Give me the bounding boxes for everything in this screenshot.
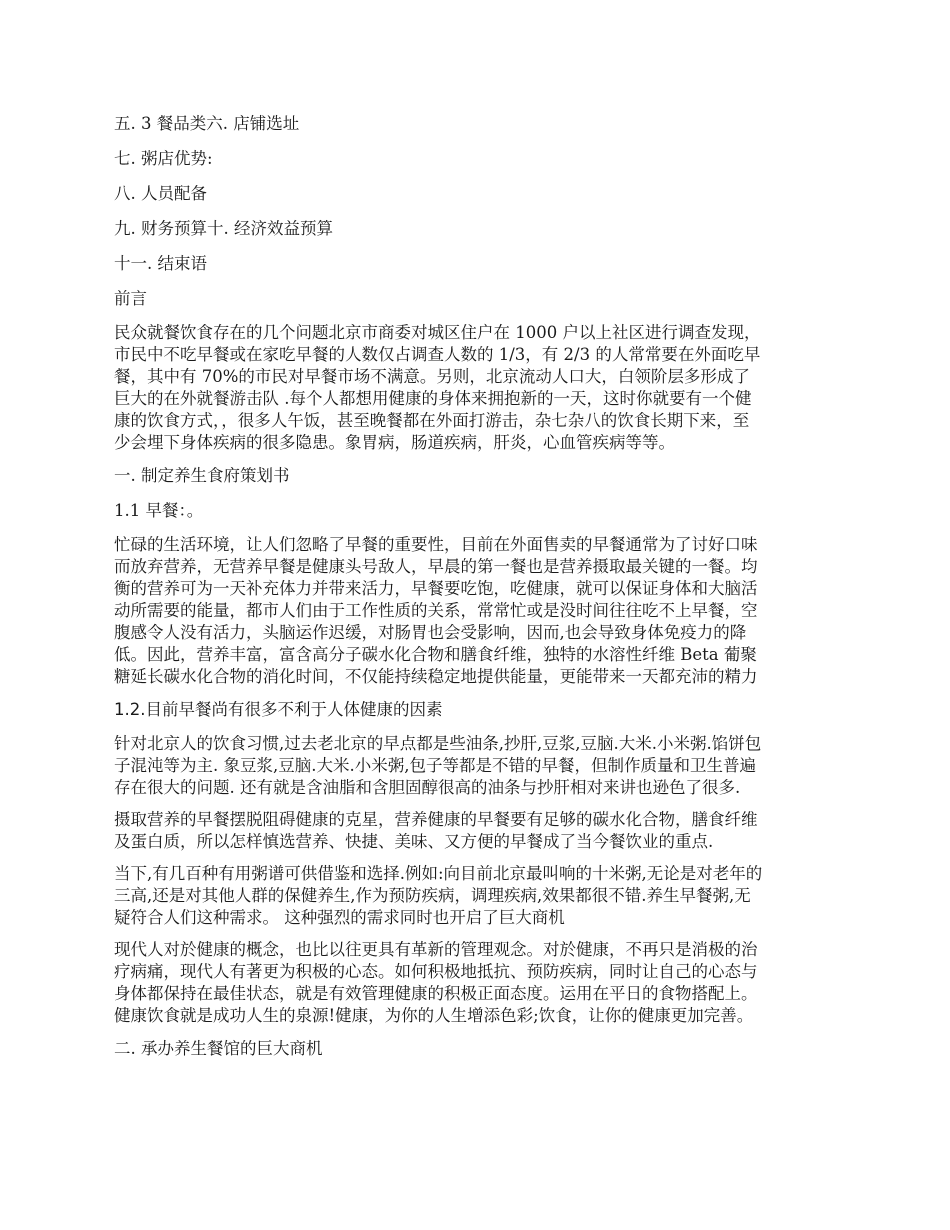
document-page: [114, 112, 840, 1072]
section-1-2-heading: 1.2.目前早餐尚有很多不利于人体健康的因素: [114, 700, 443, 719]
preface-heading: 前言: [114, 289, 147, 308]
section-1-1-heading: 1.1 早餐：。: [114, 501, 204, 520]
outline-item-7: 七. 粥店优势:: [114, 149, 213, 168]
section-1-heading: 一. 制定养生食府策划书: [114, 466, 290, 485]
section-1-2-paragraph-2: 摄取营养的早餐摆脱阻碍健康的克星，营养健康的早餐要有足够的碳水化合物，膳食纤维 及蛋白质，所以怎样慎选营养、快捷、美味、又方便的早餐成了当今餐饮业的重点.: [114, 810, 758, 851]
outline-item-5-6: 五. 3 餐品类六. 店铺选址: [114, 114, 300, 133]
outline-item-9-10: 九. 财务预算十. 经济效益预算: [114, 219, 333, 238]
preface-paragraph: 民众就餐饮食存在的几个问题北京市商委对城区住户在 1000 户以上社区进行调查发现， 市民中不吃早餐或在家吃早餐的人数仅占调查人数的 1/3，有 2/3 的人常常要在外面吃早 餐，其中有 70%的市民对早餐市场不满意。另则，北京流动人口大，白领阶层多形成了 巨大的在外就餐游击队 .每个人都想用健康的身体来拥抱新的一天，这时你就要有一个健 康的饮食方式，，很多人午饭，甚至晚餐都在外面打游击，杂七杂八的饮食长期下来，至 少会埋下身体疾病的很多隐患。象胃病，肠道疾病，肝炎，心血管疾病等等。: [114, 323, 761, 452]
section-2-heading: 二. 承办养生餐馆的巨大商机: [114, 1039, 323, 1058]
section-1-2-paragraph-3: 当下,有几百种有用粥谱可供借鉴和选择.例如:向目前北京最叫响的十米粥,无论是对老年的 三高,还是对其他人群的保健养生,作为预防疾病，调理疾病,效果都很不错.养生早餐粥,无 疑符合人们这种需求。 这种强烈的需求同时也开启了巨大商机: [114, 864, 763, 927]
section-1-2-paragraph-4: 现代人对於健康的概念，也比以往更具有革新的管理观念。对於健康，不再只是消极的治 疗病痛，现代人有著更为积极的心态。如何积极地抵抗、预防疾病，同时让自己的心态与 身体都保持在最佳状态，就是有效管理健康的积极正面态度。运用在平日的食物搭配上。 健康饮食就是成功人生的泉源!健康，为你的人生增添色彩;饮食，让你的健康更加完善。: [114, 940, 758, 1025]
outline-item-8: 八. 人员配备: [114, 184, 207, 203]
section-1-2-paragraph-1: 针对北京人的饮食习惯,过去老北京的早点都是些油条,抄肝,豆浆,豆脑.大米.小米粥.馅饼包 子混沌等为主. 象豆浆,豆脑.大米.小米粥,包子等都是不错的早餐，但制作质量和卫生普遍 存在很大的问题. 还有就是含油脂和含胆固醇很高的油条与抄肝相对来讲也逊色了很多.: [114, 734, 762, 797]
outline-item-11: 十一. 结束语: [114, 254, 207, 273]
section-1-1-paragraph: 忙碌的生活环境，让人们忽略了早餐的重要性，目前在外面售卖的早餐通常为了讨好口味 而放弃营养，无营养早餐是健康头号敌人，早晨的第一餐也是营养摄取最关键的一餐。均 衡的营养可为一天补充体力并带来活力，早餐要吃饱，吃健康，就可以保证身体和大脑活 动所需要的能量，都市人们由于工作性质的关系，常常忙或是没时间往往吃不上早餐，空 腹感令人没有活力，头脑运作迟缓，对肠胃也会受影响，因而,也会导致身体免疫力的降 低。因此，营养丰富，富含高分子碳水化合物和膳食纤维，独特的水溶性纤维 Beta 葡聚 糖延长碳水化合物的消化时间，不仅能持续稳定地提供能量，更能带来一天都充沛的精力: [114, 535, 758, 686]
